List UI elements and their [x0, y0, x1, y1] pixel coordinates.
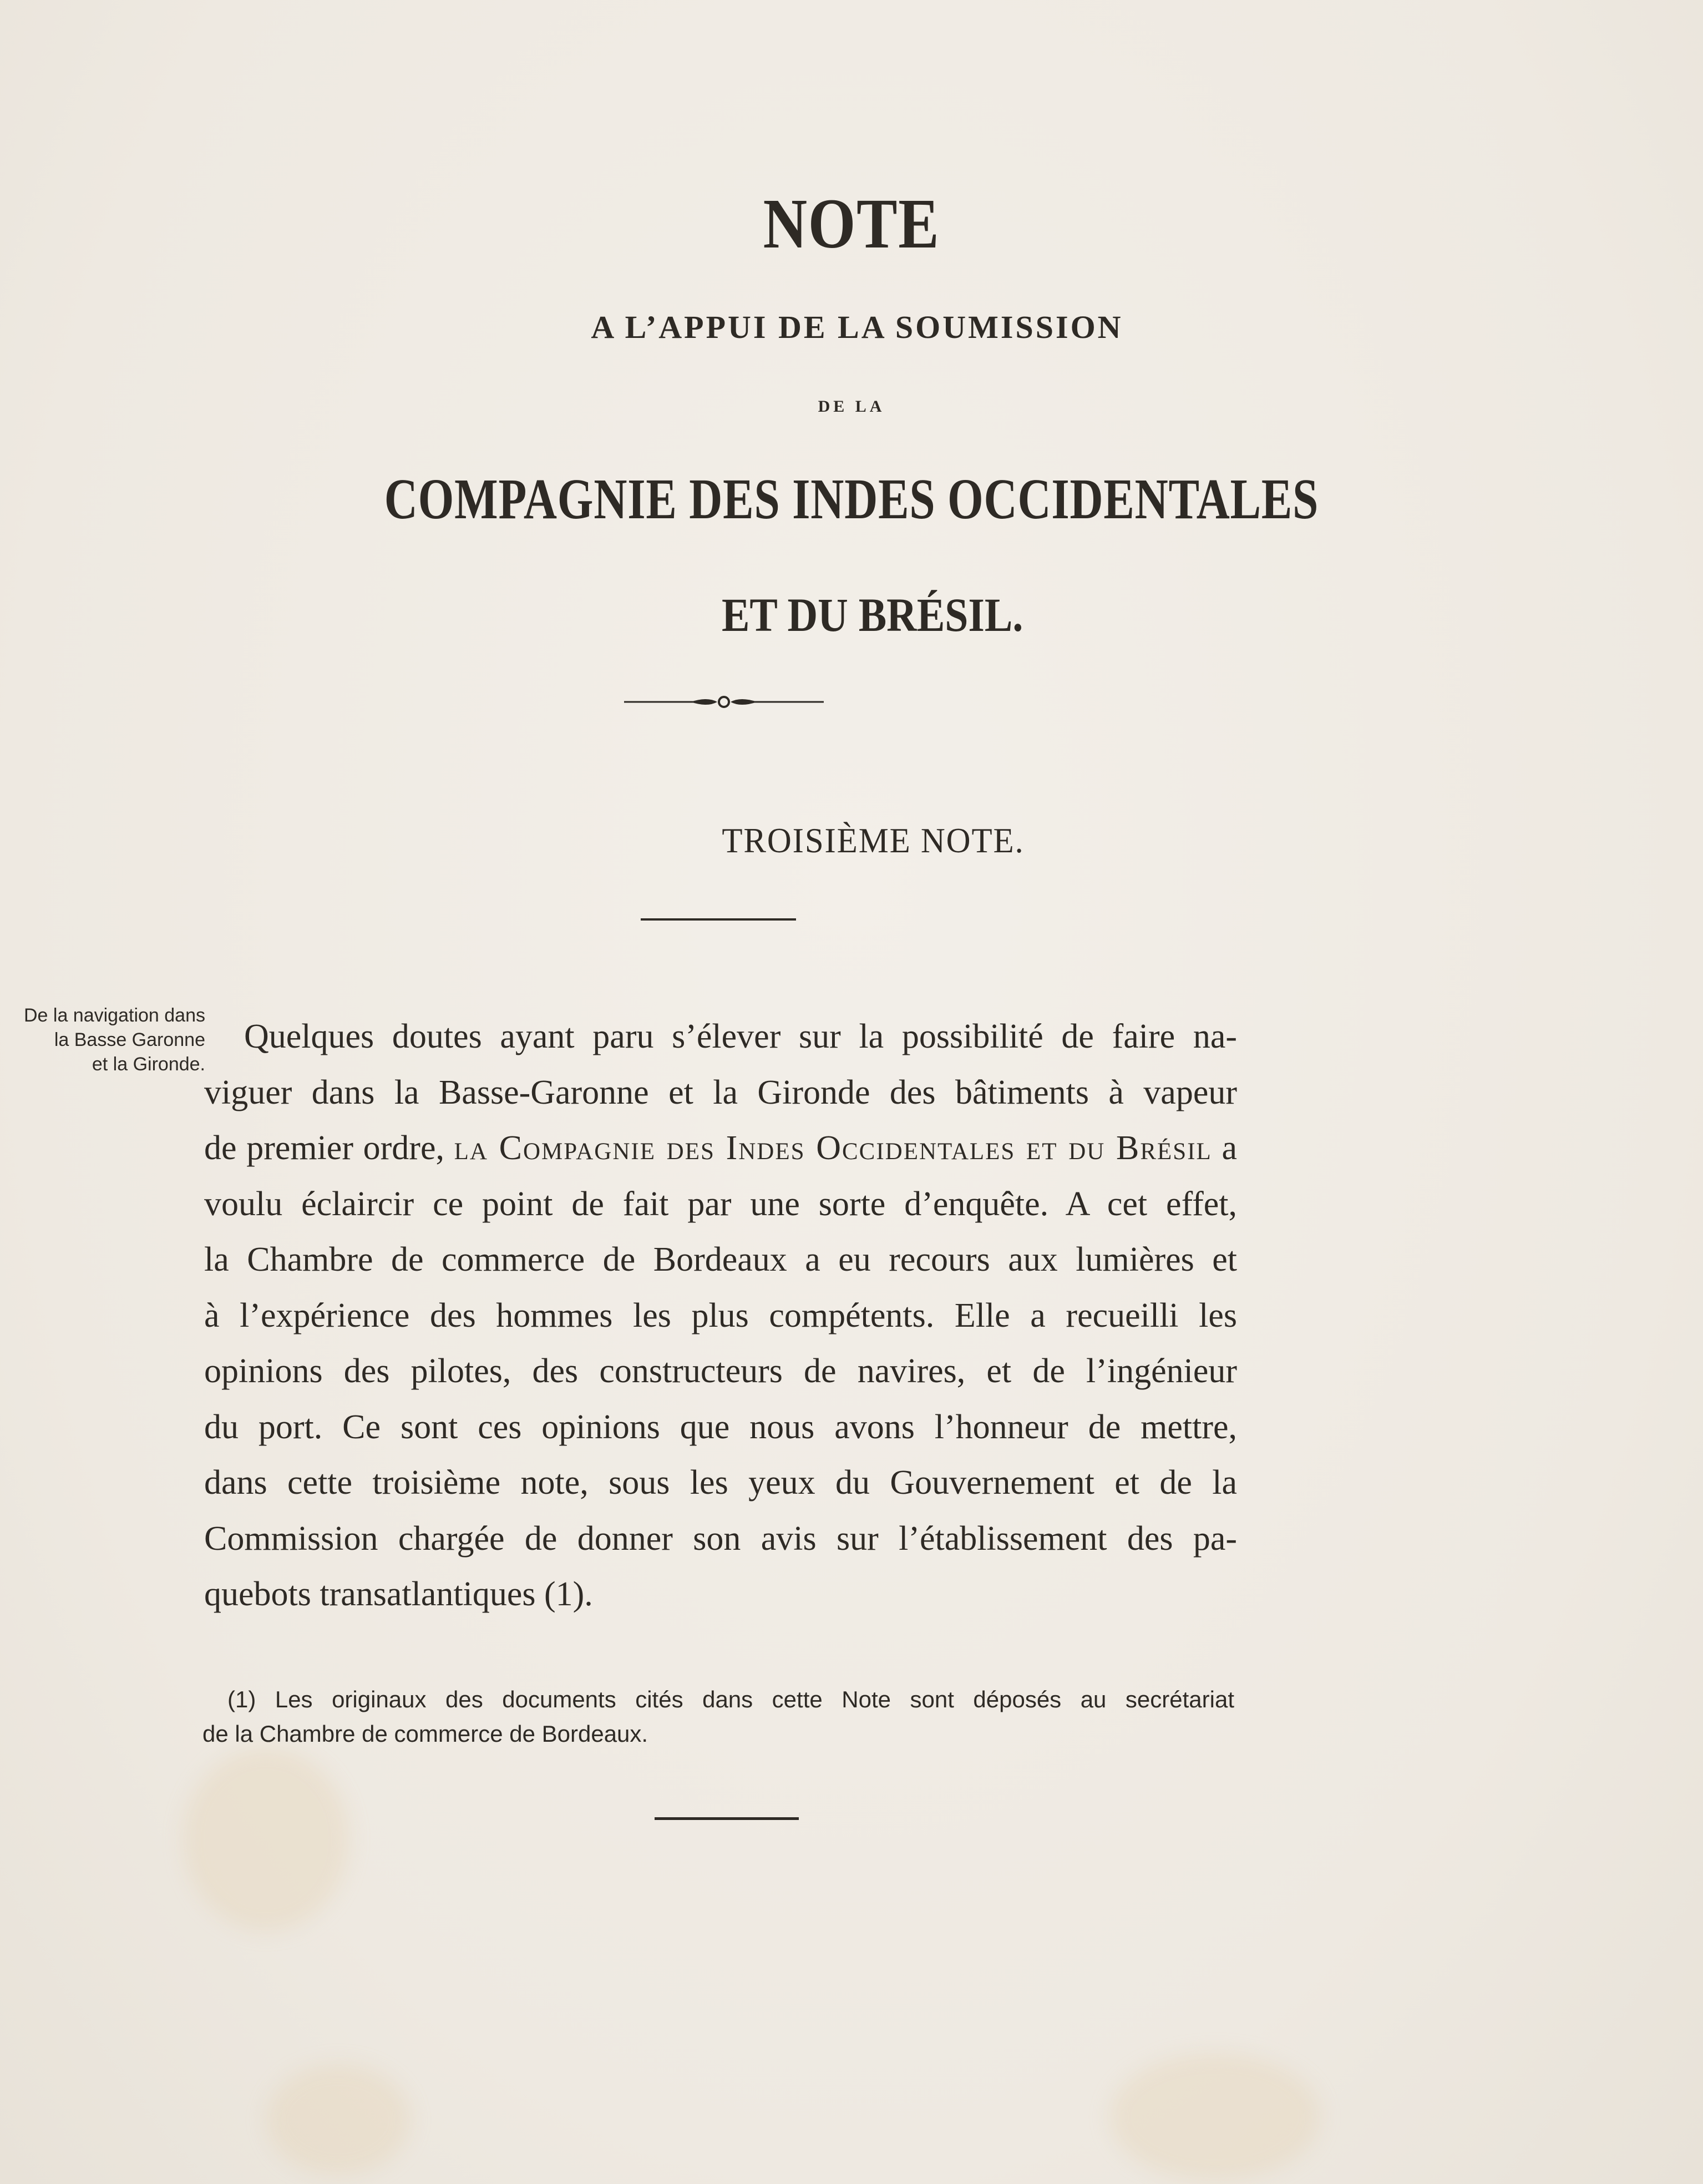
margin-note	[0, 1003, 205, 1076]
text-line: viguer dans la Basse-Garonne et la Gironde des bâtiments à vapeur	[204, 1073, 1237, 1111]
company-name: la Compagnie des Indes Occidentales et du Brésil	[454, 1129, 1212, 1167]
text-line: à l’expérience des hommes les plus compétents. Elle a recueilli les	[204, 1296, 1237, 1334]
text-line: Commission chargée de donner son avis sur l’établissement des pa-	[204, 1519, 1237, 1558]
stain	[266, 2064, 410, 2175]
divider	[641, 918, 796, 921]
heading-de-la: DE LA	[818, 397, 885, 416]
margin-note-line: la Basse Garonne	[54, 1029, 205, 1050]
text-line: Quelques doutes ayant paru s’élever sur la possibilité de faire na-	[244, 1018, 1237, 1055]
heading-bresil: ET DU BRÉSIL.	[721, 588, 1023, 641]
heading-note: NOTE	[763, 184, 940, 263]
divider	[655, 1817, 799, 1820]
heading-appui: A L’APPUI DE LA SOUMISSION	[591, 309, 1123, 345]
heading-compagnie: COMPAGNIE DES INDES OCCIDENTALES	[384, 467, 1319, 531]
text-line: la Chambre de commerce de Bordeaux a eu recours aux lumières et	[204, 1241, 1237, 1278]
text-line: quebots transatlantiques (1).	[204, 1575, 593, 1613]
stain	[183, 1748, 349, 1931]
section-title: TROISIÈME NOTE.	[722, 821, 1025, 860]
footnote-line: de la Chambre de commerce de Bordeaux.	[202, 1721, 648, 1747]
footnote	[202, 1682, 1234, 1751]
text-line: du port. Ce sont ces opinions que nous avons l’honneur de mettre,	[204, 1408, 1237, 1446]
text-fragment: a	[1222, 1129, 1238, 1167]
footnote-line: (1) Les originaux des documents cités dans cette Note sont déposés au secrétariat	[227, 1686, 1234, 1712]
margin-note-line: et la Gironde.	[92, 1054, 205, 1075]
stain	[1109, 2053, 1320, 2181]
text-line: voulu éclaircir ce point de fait par une sorte d’enquête. A cet effet,	[204, 1185, 1237, 1223]
margin-note-line: De la navigation dans	[23, 1005, 205, 1026]
text-fragment: de premier ordre,	[204, 1129, 444, 1167]
text-line	[204, 1120, 1237, 1176]
ornament-divider-icon	[624, 691, 824, 713]
text-line: dans cette troisième note, sous les yeux du Gouvernement et de la	[204, 1464, 1237, 1502]
text-line: opinions des pilotes, des constructeurs de navires, et de l’ingénieur	[204, 1352, 1237, 1390]
body-paragraph	[204, 1009, 1237, 1622]
